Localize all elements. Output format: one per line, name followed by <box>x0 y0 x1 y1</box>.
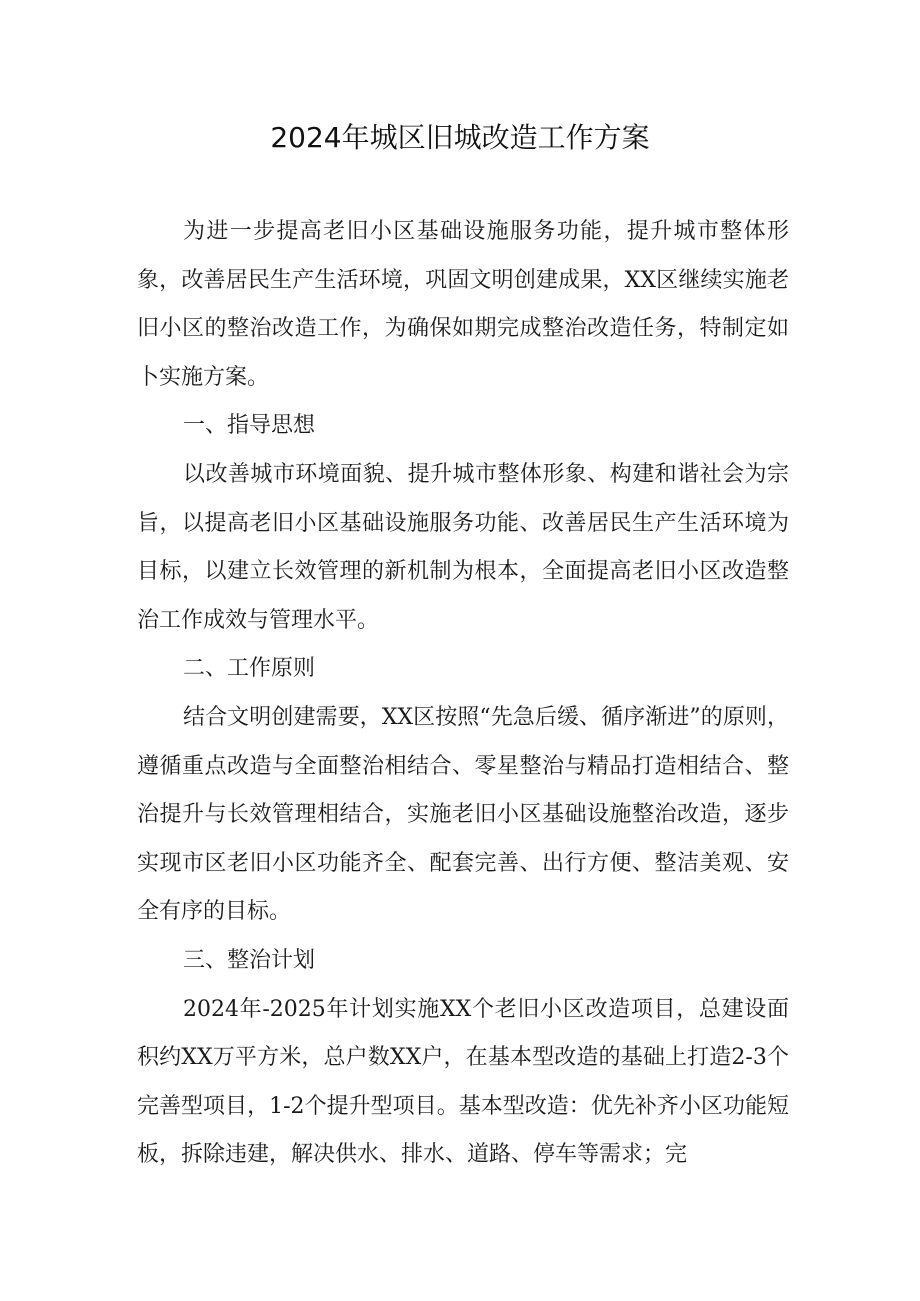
intro-paragraph: 为进一步提高老旧小区基础设施服务功能，提升城市整体形象，改善居民生产生活环境，巩固文明创建成果，XX区继续实施老旧小区的整治改造工作，为确保如期完成整治改造任务，特制定如卜实施方案。 <box>137 219 789 390</box>
section-heading-renovation-plan: 三、整治计划 <box>183 947 316 973</box>
document-body <box>137 208 789 1180</box>
section-paragraph-work-principles: 结合文明创建需要，XX区按照“先急后缓、循序渐进”的原则，遵循重点改造与全面整治相结合、零星整治与精品打造相结合、整治提升与长效管理相结合，实施老旧小区基础设施整治改造，逐步实现市区老旧小区功能齐全、配套完善、出行方便、整洁美观、安全有序的目标。 <box>137 704 789 925</box>
section-heading-work-principles: 二、工作原则 <box>183 656 316 682</box>
section-paragraph-guiding-ideology: 以改善城市环境面貌、提升城市整体形象、构建和谐社会为宗旨，以提高老旧小区基础设施服务功能、改善居民生产生活环境为目标，以建立长效管理的新机制为根本，全面提高老旧小区改造整治工作成效与管理水平。 <box>137 461 789 633</box>
section-paragraph-renovation-plan: 2024年-2025年计划实施XX个老旧小区改造项目，总建设面积约XX万平方米，总户数XX户，在基本型改造的基础上打造2-3个完善型项目，1-2个提升型项目。基本型改造：优先补齐小区功能短板，拆除违建，解决供水、排水、道路、停车等需求；完 <box>137 996 789 1168</box>
section-heading-guiding-ideology: 一、指导思想 <box>183 413 316 439</box>
document-title: 2024年城区旧城改造工作方案 <box>270 121 650 154</box>
